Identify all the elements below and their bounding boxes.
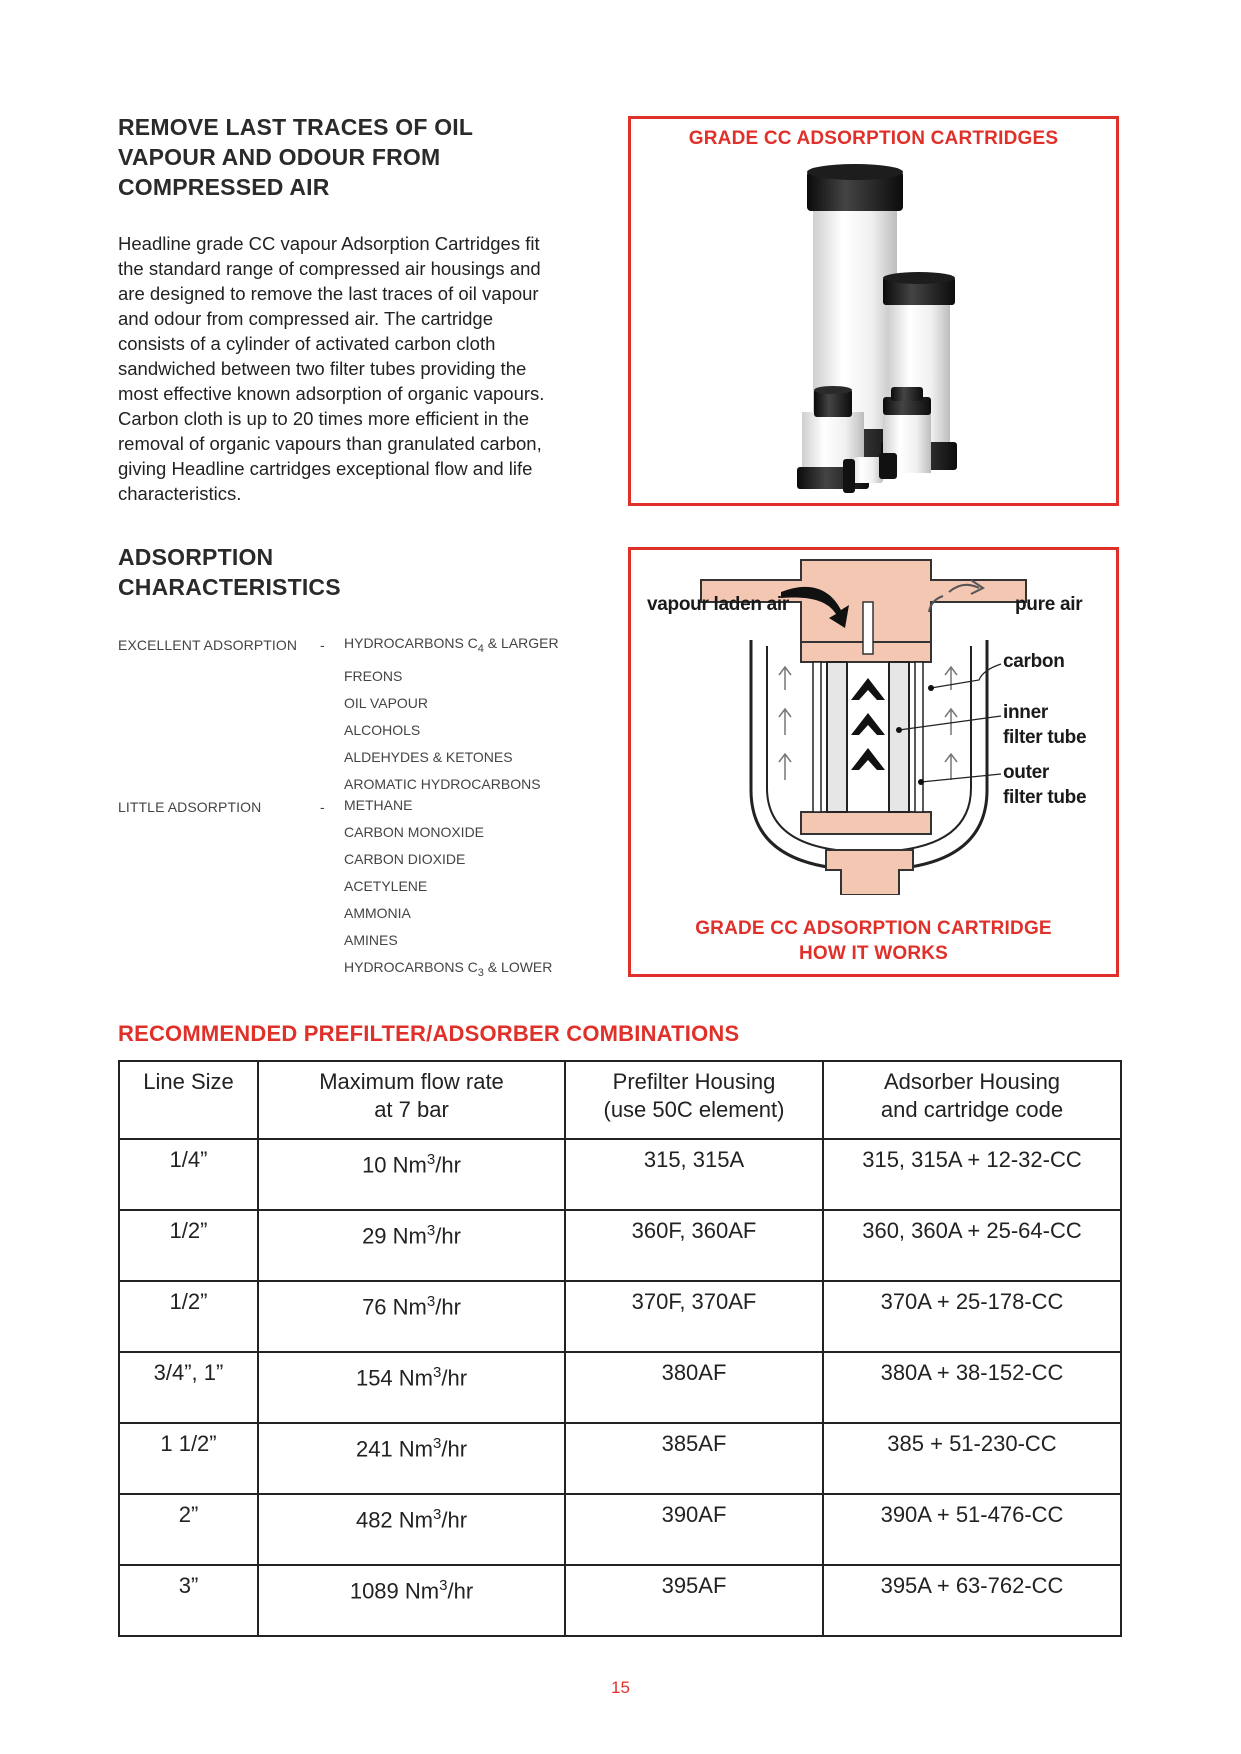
caption-line: HOW IT WORKS — [798, 943, 949, 964]
flow-unit-sup: 3 — [439, 1577, 448, 1594]
cell-flow — [258, 1565, 565, 1636]
intro-line: consists of a cylinder of activated carbon cloth — [118, 333, 496, 354]
list-item: AROMATIC HYDROCARBONS — [344, 775, 541, 792]
cell-adsorber: 390A + 51-476-CC — [823, 1494, 1121, 1565]
intro-line: Headline grade CC vapour Adsorption Cartridges fit — [118, 233, 540, 254]
cell-flow — [258, 1210, 565, 1281]
intro-line: giving Headline cartridges exceptional flow and life — [118, 458, 533, 479]
flow-value: 10 — [362, 1152, 387, 1178]
flow-unit: Nm — [392, 1223, 427, 1249]
cell-adsorber: 370A + 25-178-CC — [823, 1281, 1121, 1352]
intro-line: Carbon cloth is up to 20 times more efficient in the — [118, 408, 529, 429]
carbon-label: carbon — [1003, 651, 1065, 672]
list-item — [344, 630, 559, 663]
caption-line: GRADE CC ADSORPTION CARTRIDGE — [695, 918, 1052, 939]
cell-adsorber: 315, 315A + 12-32-CC — [823, 1139, 1121, 1210]
flow-unit-tail: /hr — [441, 1365, 468, 1391]
list-item: ACETYLENE — [344, 878, 428, 894]
flow-unit-tail: /hr — [435, 1152, 461, 1178]
flow-value: 1089 — [349, 1578, 399, 1604]
cell-flow — [258, 1352, 565, 1423]
outer-tube-label: filter tube — [1003, 787, 1087, 808]
table-row — [119, 1139, 1121, 1210]
list-item: OIL VAPOUR — [344, 694, 429, 711]
flow-unit-tail: /hr — [435, 1223, 461, 1249]
flow-value: 29 — [362, 1223, 387, 1249]
adsorption-heading — [118, 542, 341, 602]
header-line: Maximum flow rate — [319, 1069, 504, 1094]
adsorption-heading-line: CHARACTERISTICS — [118, 574, 341, 600]
flow-unit-tail: /hr — [441, 1507, 468, 1533]
item-text: HYDROCARBONS C — [344, 959, 478, 975]
cell-prefilter: 315, 315A — [565, 1139, 823, 1210]
intro-line: removal of organic vapours than granulated carbon, — [118, 433, 542, 454]
cell-flow — [258, 1139, 565, 1210]
cell-line-size: 1/2” — [119, 1281, 258, 1352]
diagram-caption — [631, 916, 1116, 966]
item-tail: & LARGER — [483, 635, 559, 651]
item-text: HYDROCARBONS C — [344, 635, 478, 651]
table-body — [119, 1139, 1121, 1636]
header-line: and cartridge code — [880, 1097, 1064, 1122]
flow-unit: Nm — [398, 1436, 434, 1462]
intro-line: sandwiched between two filter tubes providing the — [118, 358, 527, 379]
cell-flow — [258, 1281, 565, 1352]
little-list — [344, 792, 552, 987]
cell-prefilter: 385AF — [565, 1423, 823, 1494]
intro-line: the standard range of compressed air housings and — [118, 258, 541, 279]
cell-line-size: 1/2” — [119, 1210, 258, 1281]
table-row — [119, 1494, 1121, 1565]
cell-line-size: 3/4”, 1” — [119, 1352, 258, 1423]
cell-line-size: 1 1/2” — [119, 1423, 258, 1494]
cell-line-size: 1/4” — [119, 1139, 258, 1210]
col-header-line-size — [119, 1061, 258, 1139]
list-item: ALCOHOLS — [344, 721, 421, 738]
intro-line: and odour from compressed air. The cartridge — [118, 308, 493, 329]
outlet-label: pure air — [1015, 594, 1083, 615]
cell-adsorber: 360, 360A + 25-64-CC — [823, 1210, 1121, 1281]
flow-unit-sup: 3 — [433, 1506, 442, 1523]
flow-unit: Nm — [398, 1365, 434, 1391]
table-row — [119, 1281, 1121, 1352]
flow-unit-sup: 3 — [426, 1222, 436, 1239]
flow-unit: Nm — [398, 1507, 434, 1533]
flow-unit-sup: 3 — [433, 1435, 442, 1452]
cell-line-size: 2” — [119, 1494, 258, 1565]
intro-heading-line: COMPRESSED AIR — [118, 174, 330, 200]
flow-unit: Nm — [404, 1578, 440, 1604]
flow-unit-tail: /hr — [435, 1294, 461, 1320]
group-dash: - — [320, 799, 325, 815]
flow-unit: Nm — [392, 1294, 427, 1320]
item-subscript: 3 — [477, 966, 484, 979]
flow-value: 154 — [355, 1365, 393, 1391]
intro-line: are designed to remove the last traces of oil vapour — [118, 283, 539, 304]
cell-prefilter: 395AF — [565, 1565, 823, 1636]
cartridge-diagram — [631, 550, 1116, 895]
cell-prefilter: 370F, 370AF — [565, 1281, 823, 1352]
item-tail: & LOWER — [483, 959, 553, 975]
list-item: AMINES — [344, 932, 398, 948]
col-header-adsorber — [823, 1061, 1121, 1139]
table-header-row — [119, 1061, 1121, 1139]
outer-tube-label: outer — [1003, 762, 1050, 783]
list-item: CARBON DIOXIDE — [344, 851, 466, 867]
header-line: Prefilter Housing — [612, 1069, 776, 1094]
group-label-excellent: EXCELLENT ADSORPTION — [118, 637, 298, 653]
list-item: CARBON MONOXIDE — [344, 824, 485, 840]
cell-adsorber: 395A + 63-762-CC — [823, 1565, 1121, 1636]
group-label-little: LITTLE ADSORPTION — [118, 799, 262, 815]
cell-line-size: 3” — [119, 1565, 258, 1636]
list-item — [344, 954, 552, 987]
group-dash: - — [320, 637, 325, 653]
cell-prefilter: 390AF — [565, 1494, 823, 1565]
cell-prefilter: 360F, 360AF — [565, 1210, 823, 1281]
cell-prefilter: 380AF — [565, 1352, 823, 1423]
item-subscript: 4 — [477, 642, 484, 655]
table-row — [119, 1565, 1121, 1636]
list-item: ALDEHYDES & KETONES — [344, 748, 513, 765]
table-row — [119, 1423, 1121, 1494]
table-row — [119, 1352, 1121, 1423]
flow-value: 241 — [355, 1436, 393, 1462]
flow-unit-sup: 3 — [426, 1293, 436, 1310]
page-number: 15 — [611, 1678, 630, 1697]
adsorption-heading-line: ADSORPTION — [118, 544, 274, 570]
photo-panel-title: GRADE CC ADSORPTION CARTRIDGES — [688, 128, 1059, 149]
flow-value: 482 — [355, 1507, 393, 1533]
how-it-works-panel — [628, 547, 1119, 977]
cell-adsorber: 380A + 38-152-CC — [823, 1352, 1121, 1423]
list-item: FREONS — [344, 667, 403, 684]
flow-value: 76 — [362, 1294, 387, 1320]
cell-adsorber: 385 + 51-230-CC — [823, 1423, 1121, 1494]
combinations-table — [118, 1060, 1122, 1637]
col-header-prefilter — [565, 1061, 823, 1139]
combinations-title: RECOMMENDED PREFILTER/ADSORBER COMBINATIONS — [118, 1021, 740, 1046]
table-row — [119, 1210, 1121, 1281]
cell-flow — [258, 1423, 565, 1494]
intro-line: characteristics. — [118, 483, 242, 504]
inner-tube-label: inner — [1003, 702, 1048, 723]
flow-unit-sup: 3 — [426, 1151, 436, 1168]
intro-heading-line: VAPOUR AND ODOUR FROM — [118, 144, 441, 170]
header-line: Adsorber Housing — [883, 1069, 1061, 1094]
intro-heading — [118, 112, 473, 202]
header-line: (use 50C element) — [603, 1097, 785, 1122]
intro-body — [118, 231, 544, 506]
list-item: AMMONIA — [344, 905, 411, 921]
cell-flow — [258, 1494, 565, 1565]
list-item: METHANE — [344, 797, 413, 813]
flow-unit-tail: /hr — [441, 1436, 468, 1462]
cartridge-photo-panel — [628, 116, 1119, 506]
header-line: Line Size — [143, 1069, 234, 1094]
intro-heading-line: REMOVE LAST TRACES OF OIL — [118, 114, 474, 140]
flow-unit-tail: /hr — [447, 1578, 474, 1604]
col-header-flow — [258, 1061, 565, 1139]
cartridge-photo — [631, 157, 1116, 502]
flow-unit-sup: 3 — [433, 1364, 442, 1381]
excellent-list — [344, 630, 559, 798]
header-line: at 7 bar — [374, 1097, 449, 1122]
intro-line: most effective known adsorption of organic vapours. — [118, 383, 545, 404]
flow-unit: Nm — [392, 1152, 427, 1178]
inner-tube-label: filter tube — [1003, 727, 1087, 748]
inlet-label: vapour laden air — [647, 594, 789, 615]
